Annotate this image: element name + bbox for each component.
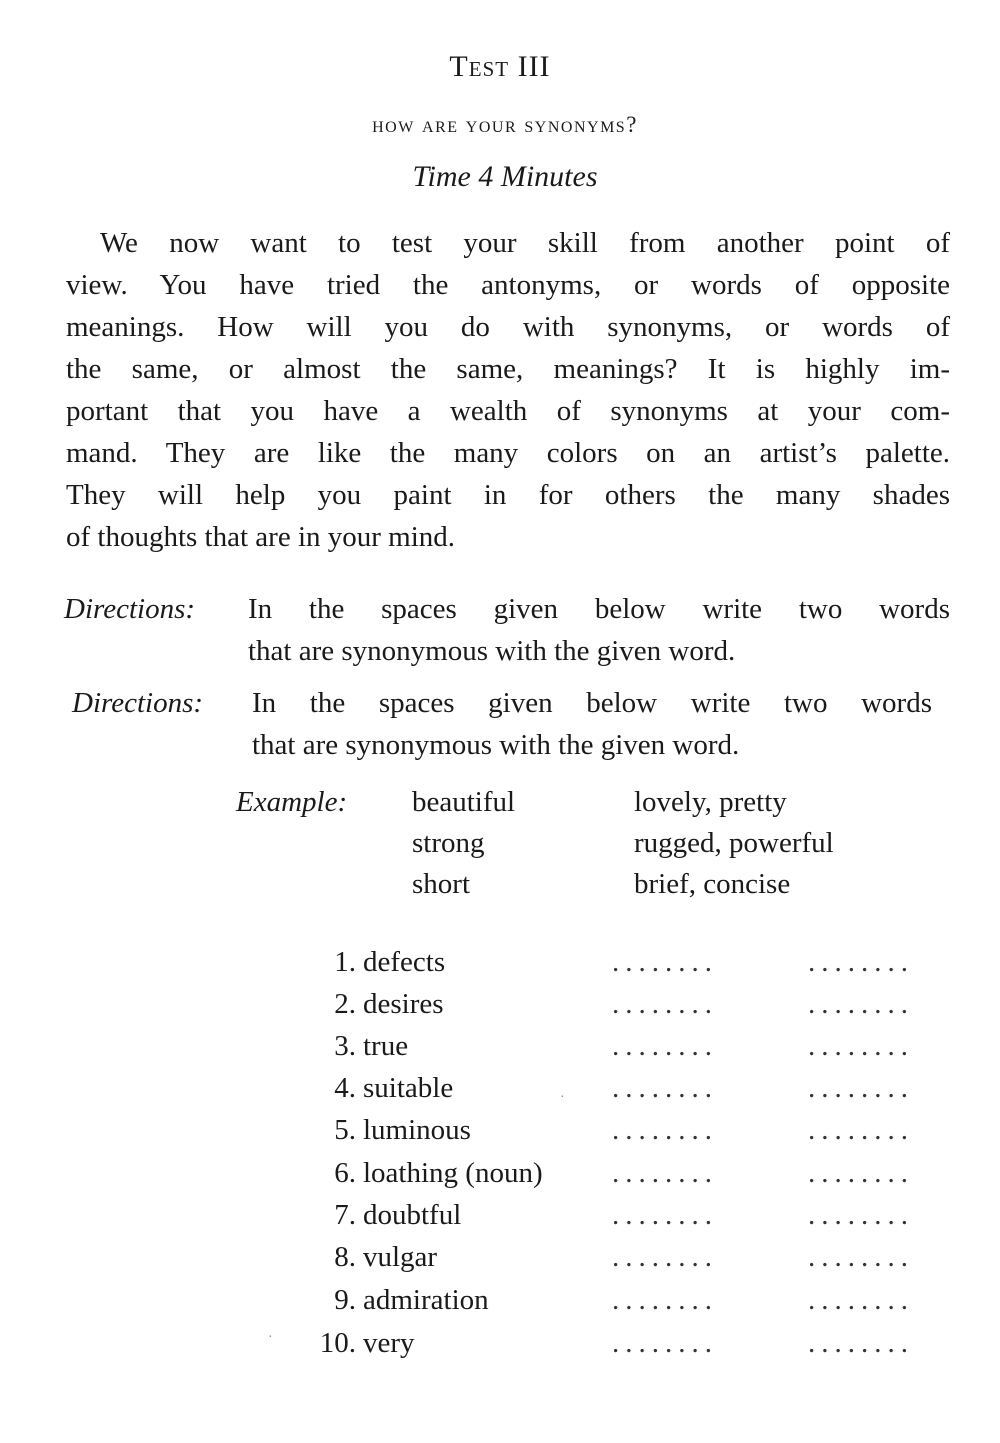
answer-blank-1[interactable]: ........ xyxy=(612,1072,718,1104)
intro-line: mand. They are like the many colors on an artist’s palette. xyxy=(66,437,950,469)
directions-line: that are synonymous with the given word. xyxy=(252,729,740,761)
item-word: desires xyxy=(363,988,444,1020)
print-speck: · xyxy=(560,1090,565,1105)
answer-blank-2[interactable]: ........ xyxy=(808,1284,914,1316)
answer-blank-1[interactable]: ........ xyxy=(612,1241,718,1273)
item-word: defects xyxy=(363,946,446,978)
example-word: short xyxy=(412,868,470,900)
intro-line: the same, or almost the same, meanings? It is highly im- xyxy=(66,353,950,385)
item-number: 5. xyxy=(334,1114,356,1146)
item-word: luminous xyxy=(363,1114,471,1146)
item-word: vulgar xyxy=(363,1241,438,1273)
answer-blank-2[interactable]: ........ xyxy=(808,1114,914,1146)
list-item xyxy=(0,946,1000,988)
page-title: Test III xyxy=(449,50,551,83)
print-speck: · xyxy=(268,1330,273,1345)
item-word: loathing (noun) xyxy=(363,1157,543,1189)
answer-blank-1[interactable]: ........ xyxy=(612,1199,718,1231)
answer-blank-1[interactable]: ........ xyxy=(612,1157,718,1189)
list-item xyxy=(0,1114,1000,1156)
example-label: Example: xyxy=(236,786,348,818)
answer-blank-2[interactable]: ........ xyxy=(808,1327,914,1359)
item-number: 3. xyxy=(334,1030,356,1062)
directions-line: In the spaces given below write two words xyxy=(248,593,950,625)
list-item xyxy=(0,1157,1000,1199)
item-number: 10. xyxy=(319,1327,356,1359)
answer-blank-2[interactable]: ........ xyxy=(808,946,914,978)
example-synonyms: rugged, powerful xyxy=(634,827,834,859)
item-number: 7. xyxy=(334,1199,356,1231)
item-number: 1. xyxy=(334,946,356,978)
answer-blank-1[interactable]: ........ xyxy=(612,1284,718,1316)
item-number: 4. xyxy=(334,1072,356,1104)
item-number: 6. xyxy=(334,1157,356,1189)
answer-blank-1[interactable]: ........ xyxy=(612,1327,718,1359)
answer-blank-1[interactable]: ........ xyxy=(612,946,718,978)
intro-line: view. You have tried the antonyms, or words of opposite xyxy=(66,269,950,301)
item-number: 9. xyxy=(334,1284,356,1316)
list-item xyxy=(0,1284,1000,1326)
answer-blank-2[interactable]: ........ xyxy=(808,1241,914,1273)
example-synonyms: brief, concise xyxy=(634,868,791,900)
answer-blank-1[interactable]: ........ xyxy=(612,1030,718,1062)
example-word: strong xyxy=(412,827,485,859)
example-synonyms: lovely, pretty xyxy=(634,786,787,818)
time-limit: Time 4 Minutes xyxy=(412,160,598,193)
item-word: doubtful xyxy=(363,1199,462,1231)
item-number: 2. xyxy=(334,988,356,1020)
answer-blank-2[interactable]: ........ xyxy=(808,1072,914,1104)
list-item xyxy=(0,1327,1000,1369)
directions-line: In the spaces given below write two words xyxy=(252,687,932,719)
directions-line: that are synonymous with the given word. xyxy=(248,635,736,667)
answer-blank-1[interactable]: ........ xyxy=(612,1114,718,1146)
page-subtitle: how are your synonyms? xyxy=(372,112,638,137)
example-word: beautiful xyxy=(412,786,516,818)
intro-line: We now want to test your skill from another point of xyxy=(100,227,950,259)
directions-text xyxy=(252,682,932,766)
directions-label: Directions: xyxy=(72,687,204,719)
item-word: admiration xyxy=(363,1284,489,1316)
answer-blank-2[interactable]: ........ xyxy=(808,1199,914,1231)
answer-blank-2[interactable]: ........ xyxy=(808,988,914,1020)
item-number: 8. xyxy=(334,1241,356,1273)
list-item xyxy=(0,1199,1000,1241)
item-word: very xyxy=(363,1327,415,1359)
item-word: suitable xyxy=(363,1072,454,1104)
list-item xyxy=(0,1072,1000,1114)
answer-blank-2[interactable]: ........ xyxy=(808,1030,914,1062)
list-item xyxy=(0,1241,1000,1283)
intro-line: portant that you have a wealth of synonyms at your com- xyxy=(66,395,950,427)
directions-text xyxy=(248,588,950,672)
intro-line: of thoughts that are in your mind. xyxy=(66,521,456,553)
list-item xyxy=(0,1030,1000,1072)
answer-blank-1[interactable]: ........ xyxy=(612,988,718,1020)
item-word: true xyxy=(363,1030,409,1062)
list-item xyxy=(0,988,1000,1030)
intro-paragraph xyxy=(66,222,950,558)
intro-line: They will help you paint in for others the many shades xyxy=(66,479,950,511)
directions-label: Directions: xyxy=(64,593,196,625)
answer-blank-2[interactable]: ........ xyxy=(808,1157,914,1189)
intro-line: meanings. How will you do with synonyms, or words of xyxy=(66,311,950,343)
